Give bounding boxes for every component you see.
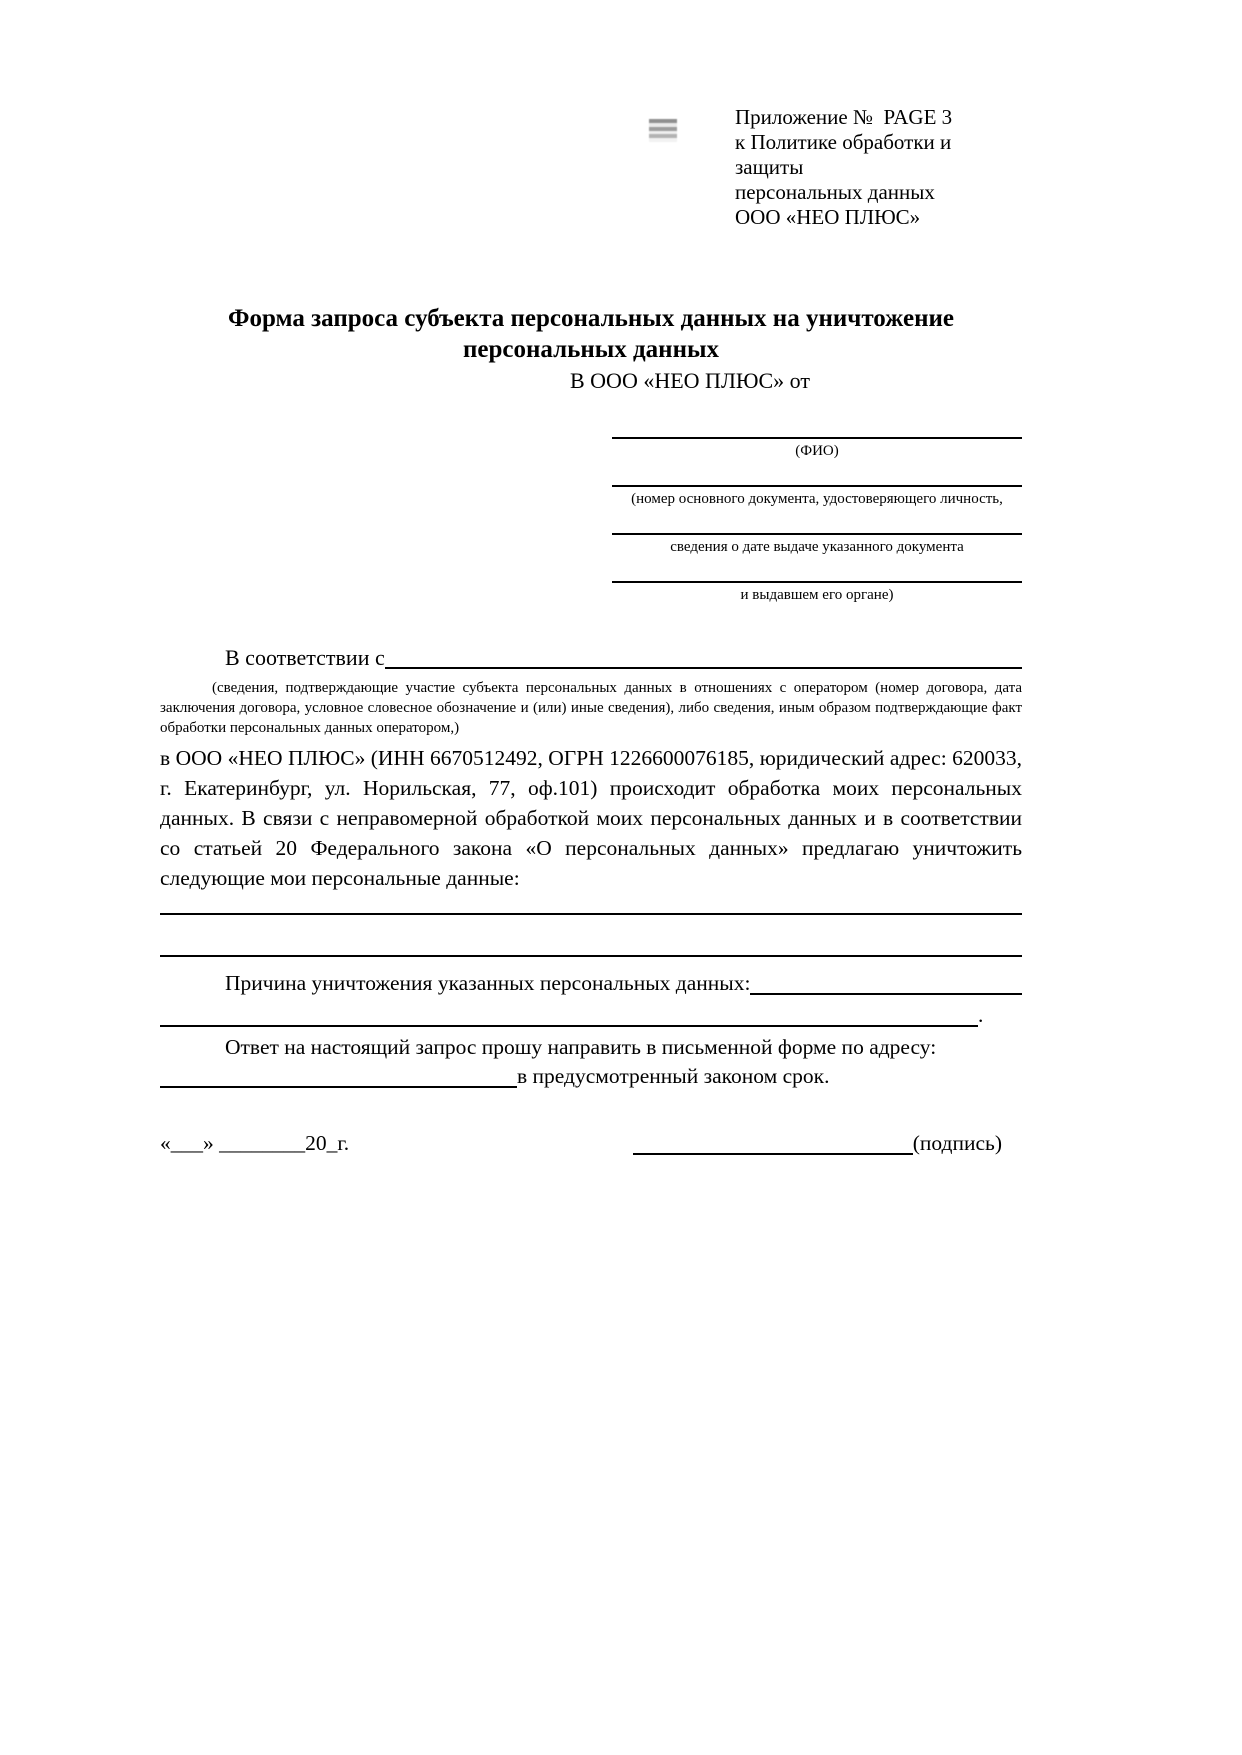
response-address-line: Ответ на настоящий запрос прошу направить в письменной форме по адресу: [225, 1035, 937, 1059]
fio-caption: (ФИО) [795, 443, 839, 459]
addressee-line: В ООО «НЕО ПЛЮС» от [570, 368, 810, 393]
main-paragraph: в ООО «НЕО ПЛЮС» (ИНН 6670512492, ОГРН 1226600076185, юридический адрес: 620033, г. Екатеринбург, ул. Норильская, 77, оф.101) происходит обработка моих персональных данных. В связи с неправомерной обработкой моих персональных данных и в соответствии со статьей 20 Федерального закона «О персональных данных» предлагаю уничтожить следующие мои персональные данные: [160, 746, 1022, 890]
reason-period: . [978, 1003, 984, 1027]
signature-row [160, 1129, 1022, 1158]
blurred-text-artifact-icon [649, 119, 677, 142]
document-header [735, 105, 1022, 230]
fio-underline [612, 413, 1022, 439]
issuing-authority-caption: и выдавшем его органе) [740, 587, 894, 603]
header-line-policy: к Политике обработки и защиты [735, 130, 957, 179]
accordance-prefix: В соответствии с [225, 645, 385, 670]
response-term-line [160, 1062, 1022, 1091]
header-line-appendix: Приложение № PAGE 3 [735, 105, 953, 129]
data-blank-underline-1 [160, 893, 1022, 915]
accordance-underline [385, 643, 1022, 669]
issue-date-underline [612, 509, 1022, 535]
response-term-text: в предусмотренный законом срок. [517, 1064, 830, 1088]
reason-line [160, 969, 1022, 998]
form-title [160, 303, 1022, 365]
header-line-personal-data: персональных данных [735, 180, 935, 204]
issuing-authority-underline [612, 557, 1022, 583]
blank-field-issuing-authority [612, 557, 1022, 605]
form-title-line2: персональных данных [462, 336, 720, 363]
header-line-company: ООО «НЕО ПЛЮС» [735, 205, 921, 229]
blank-field-issue-date [612, 509, 1022, 557]
date-line: «___» ________20_г. [160, 1131, 350, 1155]
reason-underline [750, 969, 1022, 995]
blank-field-document-number [612, 461, 1022, 509]
data-blank-underline-2 [160, 915, 1022, 957]
reason-continuation-underline [160, 1001, 978, 1027]
issue-date-caption: сведения о дате выдаче указанного документа [670, 539, 964, 555]
form-title-line1: Форма запроса субъекта персональных данных на уничтожение [228, 305, 954, 332]
reason-label: Причина уничтожения указанных персональных данных: [225, 971, 751, 995]
blank-fields [160, 413, 1022, 605]
reason-continuation-line [160, 1001, 1022, 1030]
signature-caption: (подпись) [912, 1131, 1002, 1155]
signature-block [633, 1129, 1002, 1158]
accordance-fine-print: (сведения, подтверждающие участие субъекта персональных данных в отношениях с оператором (номер договора, дата заключения договора, условное словесное обозначение и (или) иные сведения), либо сведения, иным образом подтверждающие факт обработки персональных данных оператором,) [160, 680, 1022, 736]
blank-field-fio [612, 413, 1022, 461]
document-number-underline [612, 461, 1022, 487]
signature-underline [633, 1129, 913, 1155]
address-underline [160, 1062, 517, 1088]
accordance-line [160, 643, 1022, 672]
document-number-caption: (номер основного документа, удостоверяющего личность, [631, 491, 1003, 507]
